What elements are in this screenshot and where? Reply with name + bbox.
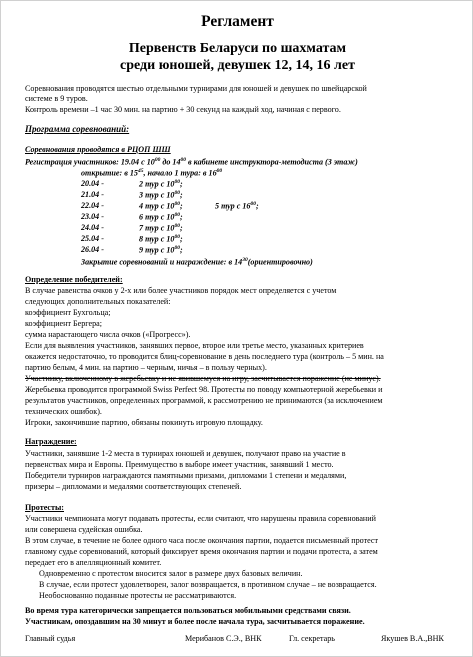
protests-line: В случае, если протест удовлетворен, залог возвращается, в противном случае – не возвращается. (39, 580, 377, 589)
schedule-date: 25.04 - (81, 234, 104, 243)
protests-heading: Протесты: (25, 503, 64, 512)
winners-line: В случае равенства очков у 2-х или более участников порядок мест определяется с учетом (25, 286, 337, 295)
winners-heading: Определение победителей: (25, 275, 123, 284)
intro-line-1: Соревнования проводятся шестью отдельными турнирами для юношей и девушек по швейцарской (25, 84, 367, 93)
registration-line: Регистрация участников: 19.04 с $10^{00}$ до $14^{00}$ в кабинете инструктора-методиста (3 этаж) (25, 157, 358, 167)
awards-line: Участники, занявшие 1-2 места в турнирах юношей и девушек, получают право на участие в (25, 449, 346, 458)
winners-line: следующих дополнительных показателей: (25, 297, 171, 306)
winners-line: технических ошибок). (25, 407, 102, 416)
awards-heading: Награждение: (25, 437, 77, 446)
subtitle-line-2: среди юношей, девушек 12, 14, 16 лет (120, 58, 355, 73)
closing-line: Закрытие соревнований и награждение: в $14^{30}(ориентировочно)$ (81, 257, 313, 267)
program-heading: Программа соревнований: (25, 124, 130, 134)
schedule-round: 9 тур с $10^{00}$; (139, 245, 183, 255)
intro-line-3: Контроль времени –1 час 30 мин. на партию + 30 секунд на каждый ход, начиная с первого. (25, 105, 341, 114)
schedule-extra-round: 5 тур с $16^{00}$; (215, 201, 259, 211)
secretary-label: Гл. секретарь (289, 634, 335, 643)
warning-line-1: Во время тура категорически запрещается пользоваться мобильными средствами связи. (25, 606, 351, 615)
chief-judge-name: Мерибанов С.Э., ВНК (185, 634, 262, 643)
secretary-name: Якушев В.А.,ВНК (381, 634, 444, 643)
winners-line: партию белым, 4 мин. на партию – черным, ничья – в пользу черных). (25, 363, 267, 372)
winners-line: результатов участников, определенных программой, к рассмотрению не принимаются (за исключением (25, 396, 383, 405)
awards-line: первенствах мира и Европы. Преимущество в выборе имеет участник, занявший 1 место. (25, 460, 334, 469)
schedule-round: 4 тур с $10^{00}$; (139, 201, 183, 211)
protests-line: или совершена судейская ошибка. (25, 525, 143, 534)
winners-line: окажется недостаточно, то проводится блиц-соревнование в день последнего тура (контроль – 5 мин. на (25, 352, 384, 361)
page-title: Регламент (201, 13, 274, 30)
venue-line: Соревнования проводятся в РЦОП ШШ (25, 145, 171, 154)
winners-line: коэффициент Бергера; (25, 319, 102, 328)
winners-line: коэффициент Бухгольца; (25, 308, 111, 317)
schedule-round: 2 тур с $10^{00}$; (139, 179, 183, 189)
protests-line: передает его в апелляционный комитет. (25, 558, 162, 567)
schedule-date: 26.04 - (81, 245, 104, 254)
winners-line: Если для выявления участников, занявших первое, второе или третье место, указанных критериев (25, 341, 364, 350)
schedule-date: 22.04 - (81, 201, 104, 210)
schedule-round: 7 тур с $10^{00}$; (139, 223, 183, 233)
protests-line: Одновременно с протестом вносится залог в размере двух базовых величин. (39, 569, 303, 578)
protests-line: Необоснованно поданные протесты не рассматриваются. (39, 591, 237, 600)
schedule-date: 23.04 - (81, 212, 104, 221)
schedule-date: 20.04 - (81, 179, 104, 188)
winners-line: сумма нарастающего числа очков («Прогресс»). (25, 330, 191, 339)
intro-line-2: системе в 9 туров. (25, 94, 88, 103)
chief-judge-label: Главный судья (25, 634, 76, 643)
warning-line-2: Участникам, опоздавшим на 30 минут и более после начала тура, засчитывается поражение. (25, 617, 365, 626)
winners-line: Участнику, включенному в жеребьевку и не явившемуся на игру, засчитывается поражение (не минус). (25, 374, 381, 383)
subtitle-line-1: Первенств Беларуси по шахматам (128, 41, 347, 56)
protests-line: главному судье соревнований, который фиксирует время окончания партии и подачи протеста, а затем (25, 547, 378, 556)
winners-line: Жеребьевка проводится программой Swiss Perfect 98. Протесты по поводу компьютерной жеребьевки и (25, 385, 383, 394)
schedule-date: 21.04 - (81, 190, 104, 199)
winners-line: Игроки, закончившие партию, обязаны покинуть игровую площадку. (25, 418, 263, 427)
schedule-round: 6 тур с $10^{00}$; (139, 212, 183, 222)
opening-line: открытие: в $15^{45}$, начало 1 тура: в $16^{00}$ (81, 168, 223, 178)
awards-line: призеры – дипломами и медалями соответствующих степеней. (25, 482, 242, 491)
awards-line: Победители турниров награждаются памятными призами, дипломами 1 степени и медалями, (25, 471, 347, 480)
protests-line: В этом случае, в течение не более одного часа после окончания партии, подается письменный протест (25, 536, 379, 545)
schedule-date: 24.04 - (81, 223, 104, 232)
schedule-round: 8 тур с $10^{00}$; (139, 234, 183, 244)
protests-line: Участники чемпионата могут подавать протесты, если считают, что нарушены правила соревнований (25, 514, 376, 523)
schedule-round: 3 тур с $10^{00}$; (139, 190, 183, 200)
